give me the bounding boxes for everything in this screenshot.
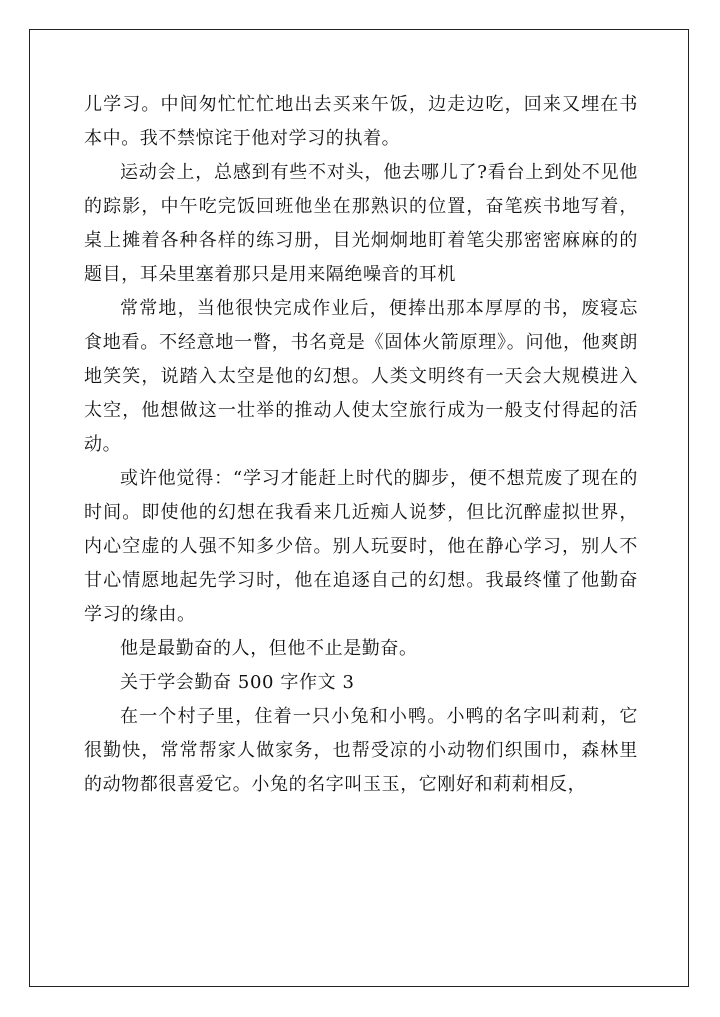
essay-section-title: 关于学会勤奋 500 字作文 3: [120, 672, 355, 693]
document-body: [84, 88, 638, 802]
paragraph-4: 或许他觉得：“学习才能赶上时代的脚步，便不想荒废了现在的时间。即使他的幻想在我看来几近痴人说梦，但比沉醉虚拟世界，内心空虚的人强不知多少倍。别人玩耍时，他在静心学习，别人不甘心情愿地起先学习时，他在追逐自己的幻想。我最终懂了他勤奋学习的缘由。: [84, 468, 638, 625]
paragraph-1: 儿学习。中间匆忙忙忙地出去买来午饭，边走边吃，回来又埋在书本中。我不禁惊诧于他对学习的执着。: [84, 94, 638, 149]
paragraph-5: 他是最勤奋的人，但他不止是勤奋。: [120, 638, 418, 659]
paragraph-3: 常常地，当他很快完成作业后，便捧出那本厚厚的书，废寝忘食地看。不经意地一瞥，书名竟是《固体火箭原理》。问他，他爽朗地笑笑，说踏入太空是他的幻想。人类文明终有一天会大规模进入太空，他想做这一壮举的推动人使太空旅行成为一般支付得起的活动。: [84, 298, 638, 455]
paragraph-7: 在一个村子里，住着一只小兔和小鸭。小鸭的名字叫莉莉，它很勤快，常常帮家人做家务，也帮受凉的小动物们织围巾，森林里的动物都很喜爱它。小兔的名字叫玉玉，它刚好和莉莉相反，: [84, 706, 638, 795]
paragraph-2: 运动会上，总感到有些不对头，他去哪儿了?看台上到处不见他的踪影，中午吃完饭回班他坐在那熟识的位置，奋笔疾书地写着，桌上摊着各种各样的练习册，目光炯炯地盯着笔尖那密密麻麻的的题目，耳朵里塞着那只是用来隔绝噪音的耳机: [84, 162, 638, 285]
